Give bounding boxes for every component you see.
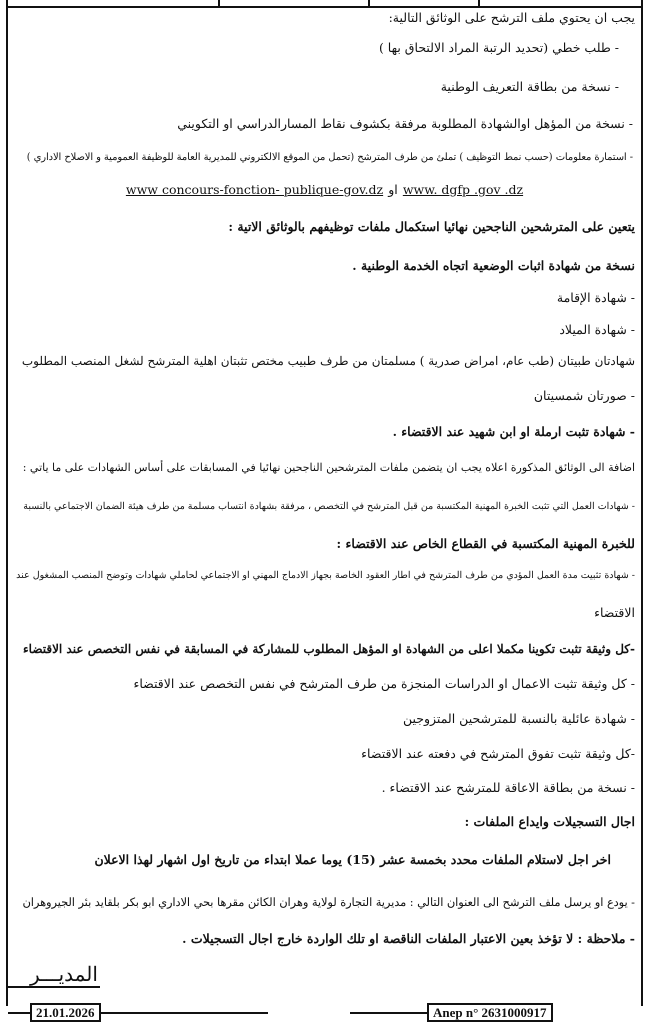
url-line	[0, 179, 649, 198]
anep-reference: Anep n° 2631000917	[427, 1003, 553, 1022]
text-line: - شهادة الإقامة	[556, 290, 635, 305]
text-line: اضافة الى الوثائق المذكورة اعلاه يجب ان يتضمن ملفات المترشحين الناجحين نهائيا في المسابقات على أساس الشهادات على ما ياتي :	[22, 461, 635, 474]
url-connector: او	[388, 182, 398, 197]
url-link[interactable]: www concours-fonction- publique-gov.dz	[125, 182, 384, 197]
text-line: - نسخة من المؤهل اوالشهادة المطلوبة مرفقة بكشوف نقاط المسارالدراسي او التكويني	[177, 116, 633, 131]
text-line: - شهادة الميلاد	[559, 322, 635, 337]
text-line: - استمارة معلومات (حسب نمط التوظيف ) تملئ من طرف المترشح (تحمل من الموقع الالكتروني للمديرية العامة للوظيفة العمومية و الاصلاح الاداري )	[26, 152, 633, 163]
bottom-rule-middle	[350, 1012, 430, 1014]
text-line: الاقتضاء	[594, 605, 635, 620]
top-frame	[6, 0, 643, 8]
text-line: - كل وثيقة تثبت الاعمال او الدراسات المنجزة من طرف المترشح في نفس التخصص عند الاقتضاء	[133, 676, 635, 691]
text-line: للخبرة المهنية المكتسبة في القطاع الخاص عند الاقتضاء :	[336, 536, 635, 551]
text-line: - نسخة من بطاقة الاعاقة للمترشح عند الاقتضاء .	[381, 780, 635, 795]
text-line: - يودع او يرسل ملف الترشح الى العنوان التالي : مديرية التجارة لولاية وهران الكائن مقرها بحي الاداري ابو بكر بلقايد بئر الجيروهران	[22, 896, 635, 909]
text-line: يتعين على المترشحين الناجحين نهائيا استكمال ملفات توظيفهم بالوثائق الاتية :	[228, 219, 635, 234]
text-line: - طلب خطي (تحديد الرتبة المراد الالتحاق بها )	[378, 40, 619, 55]
director-signature: المديـــر	[30, 962, 98, 986]
note-line: - ملاحظة : لا تؤخذ بعين الاعتبار الملفات الناقصة او تلك الواردة خارج اجال التسجيلات .	[182, 931, 635, 946]
text-line: - نسخة من بطاقة التعريف الوطنية	[440, 79, 619, 94]
url-link[interactable]: www. dgfp .gov .dz	[402, 182, 524, 197]
text-line: -كل وثيقة تثبت تكوينا مكملا اعلى من الشهادة او المؤهل المطلوب للمشاركة في المسابقة في نفس التخصص عند الاقتضاء	[23, 642, 635, 656]
text-line: اخر اجل لاستلام الملفات محدد بخمسة عشر (15) يوما عملا ابتداء من تاريخ اول اشهار لهذا الاعلان	[94, 852, 611, 867]
text-line: نسخة من شهادة اثبات الوضعية اتجاه الخدمة الوطنية .	[352, 258, 635, 273]
section-heading: اجال التسجيلات وايداع الملفات :	[464, 814, 635, 829]
text-line: - صورتان شمسيتان	[533, 388, 635, 403]
text-line: شهادتان طبيتان (طب عام، امراض صدرية ) مسلمتان من طرف طبيب مختص تثبتان اهلية المترشح لشغل المنصب المطلوب	[21, 354, 635, 368]
text-line: -كل وثيقة تثبت تفوق المترشح في دفعته عند الاقتضاء	[361, 746, 635, 761]
text-line: يجب ان يحتوي ملف الترشح على الوثائق التالية:	[388, 10, 635, 25]
date-stamp: 21.01.2026	[30, 1003, 101, 1022]
text-line: - شهادة تثبيت مدة العمل المؤدي من طرف المترشح في اطار العقود الخاصة بجهاز الادماج المهني او الاجتماعي لحاملي شهادات وتوضح المنصب المشغول عند	[16, 570, 635, 581]
text-line: - شهادة عائلية بالنسبة للمترشحين المتزوجين	[402, 711, 635, 726]
text-line: - شهادات العمل التي تثبت الخبرة المهنية المكتسبة من قبل المترشح في التخصص ، مرفقة بشهادة انتساب مسلمة من طرف هيئة الضمان الاجتماعي بالنسبة	[23, 501, 635, 512]
signature-underline	[8, 986, 100, 988]
text-line: - شهادة تثبت ارملة او ابن شهيد عند الاقتضاء .	[392, 424, 635, 439]
